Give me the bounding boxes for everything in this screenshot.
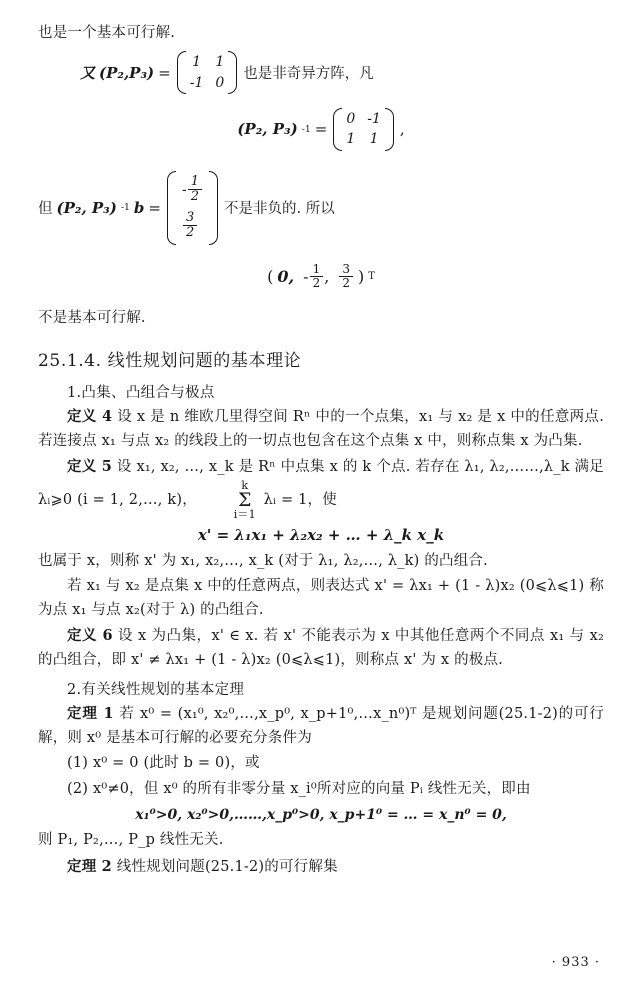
summation-symbol: k Σ i＝1	[205, 480, 256, 520]
equation-3-column-vector	[167, 171, 218, 245]
definition-6	[38, 624, 604, 672]
theorem-1-label: 定理 1	[67, 705, 114, 723]
page-number: · 933 ·	[551, 955, 600, 970]
equation-3-exponent: -1	[120, 202, 130, 214]
paragraph-intro: 也是一个基本可行解.	[38, 25, 176, 41]
equation-2-lhs: (P₂, P₃)	[237, 120, 298, 139]
definition-4-text: 设 x 是 n 维欧几里得空间 Rⁿ 中的一个点集，x₁ 与 x₂ 是 x 中的任意两点. 若连接点 x₁ 与点 x₂ 的线段上的一切点也包含在这个点集 x 中，则称点集 x 为凸集.	[38, 409, 605, 449]
equation-3-eq: =	[148, 198, 161, 217]
theorem-1	[38, 702, 604, 750]
matrix-cell: - $\frac{1}{2}$	[182, 175, 203, 205]
equation-2-matrix	[333, 108, 394, 151]
matrix-cell: 1	[369, 131, 379, 148]
equation-2-tail: ,	[399, 120, 405, 139]
theorem-1-item-1: (1) x⁰ = 0 (此时 b = 0)，或	[67, 755, 260, 772]
definition-4-label: 定义 4	[67, 408, 113, 426]
definition-5-sum-body: λᵢ = 1，使	[263, 491, 337, 508]
theorem-2-label: 定理 2	[67, 857, 112, 875]
equation-4: ( 0, - $\frac{1}{2}$ , $\frac{3}{2}$ ) T	[267, 261, 375, 291]
theorem-1-item-2: (2) x⁰≠0，但 x⁰ 的所有非零分量 x_i⁰所对应的向量 Pᵢ 线性无关，即由	[67, 780, 531, 797]
equation-1	[80, 51, 604, 94]
definition-5-label: 定义 5	[67, 458, 113, 476]
matrix-cell: 1	[346, 131, 356, 148]
theorem-2	[38, 855, 604, 879]
equation-3-lhs: (P₂, P₃)	[56, 198, 117, 217]
definition-4	[38, 405, 604, 453]
definition-6-text: 设 x 为凸集，x' ∈ x. 若 x' 不能表示为 x 中其他任意两个不同点 x₁ 与 x₂ 的凸组合，即 x' ≠ λx₁ + (1 - λ)x₂ (0⩽λ⩽1)，则称点 x' 为 x 的极点.	[38, 628, 605, 668]
matrix-cell: 1	[215, 54, 225, 71]
matrix-cell: 1	[192, 54, 201, 71]
section-heading: 25.1.4. 线性规划问题的基本理论	[38, 351, 302, 372]
equation-1-tail: 也是非奇异方阵，凡	[243, 66, 374, 83]
matrix-cell: $\frac{3}{2}$	[182, 211, 203, 241]
theorem-2-text: 线性规划问题(25.1-2)的可行解集	[116, 858, 338, 875]
matrix-cell: 0	[346, 111, 356, 128]
theorem-1-text: 若 x⁰ = (x₁⁰, x₂⁰,…,x_p⁰, x_p+1⁰,…x_n⁰)ᵀ 是规划问题(25.1-2)的可行解，则 x⁰ 是基本可行解的必要充分条件为	[38, 706, 605, 746]
equation-1-eq: =	[158, 63, 171, 82]
matrix-cell: 0	[215, 74, 225, 91]
definition-5-text-3: 若 x₁ 与 x₂ 是点集 x 中的任意两点，则表达式 x' = λx₁ + (1 - λ)x₂ (0⩽λ⩽1) 称为点 x₁ 与点 x₂(对于 λ) 的凸组合.	[38, 578, 604, 618]
summation-upper: k	[241, 478, 249, 492]
equation-2-eq: =	[314, 120, 328, 139]
equation-3-tail: 不是非负的. 所以	[224, 201, 335, 218]
equation-3-var: b	[133, 198, 145, 217]
matrix-cell: -1	[189, 74, 204, 91]
theorem-1-formula: x₁⁰>0, x₂⁰>0,……,x_p⁰>0, x_p+1⁰ = … = x_n⁰ = 0,	[135, 807, 507, 824]
definition-5-formula: x' = λ₁x₁ + λ₂x₂ + … + λ_k x_k	[197, 525, 445, 544]
equation-1-matrix	[177, 51, 238, 94]
definition-5-part1	[38, 455, 604, 520]
subsection-1-heading: 1.凸集、凸组合与极点	[67, 385, 215, 402]
equation-1-lead: 又	[80, 64, 96, 83]
summation-lower: i＝1	[233, 507, 256, 521]
equation-2-exponent: -1	[301, 123, 311, 135]
definition-5-text-1: 设 x₁, x₂, …, x_k 是 Rⁿ 中点集 x 的 k 个点. 若存在 λ₁, λ₂,……,λ_k 满足 λᵢ⩾0 (i = 1, 2,…, k)，	[38, 459, 604, 508]
definition-6-label: 定义 6	[67, 627, 113, 645]
equation-2	[38, 108, 604, 151]
page-body	[38, 22, 604, 881]
theorem-1-tail: 则 P₁, P₂,…, P_p 线性无关.	[38, 832, 224, 849]
equation-1-lhs: (P₂,P₃)	[99, 63, 155, 82]
paragraph-after-eq: 不是基本可行解.	[38, 309, 146, 326]
matrix-cell: -1	[367, 111, 381, 128]
equation-3-lead: 但	[38, 201, 53, 218]
definition-5-text-2: 也属于 x，则称 x' 为 x₁, x₂,…, x_k (对于 λ₁, λ₂,…, λ_k) 的凸组合.	[38, 552, 488, 569]
subsection-2-heading: 2.有关线性规划的基本定理	[67, 682, 245, 699]
equation-3	[38, 171, 604, 245]
